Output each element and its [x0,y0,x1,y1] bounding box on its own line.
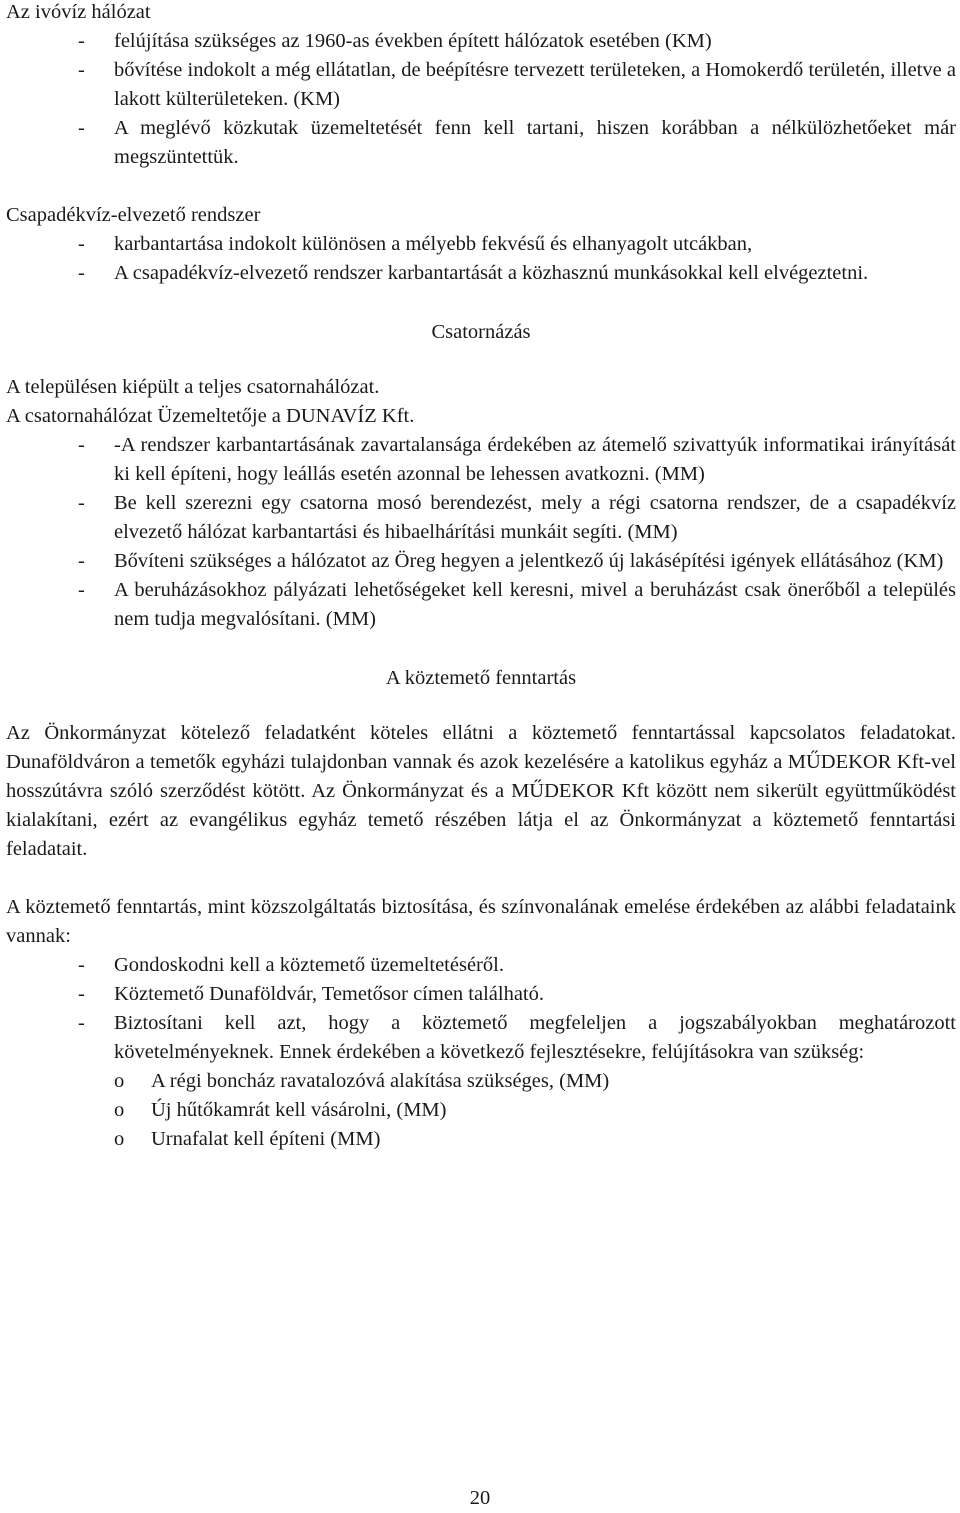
list-item: - felújítása szükséges az 1960-as években épített hálózatok esetében (KM) [6,27,956,56]
list-item: - Biztosítani kell azt, hogy a köztemető megfeleljen a jogszabályokban meghatározott követelményeknek. Ennek érdekében a következő fejlesztésekre, felújításokra van szükség: [6,1009,956,1067]
dash-bullet: - [78,434,85,456]
dash-bullet: - [78,954,85,976]
list-item: - Be kell szerezni egy csatorna mosó berendezést, mely a régi csatorna rendszer, de a csapadékvíz elvezető hálózat karbantartási és hibaelhárítási munkáit segíti. (MM) [6,489,956,547]
document-page [6,0,956,1154]
circle-bullet: o [114,1070,125,1092]
dash-bullet: - [78,117,85,139]
list-item: - A beruházásokhoz pályázati lehetőségeket kell keresni, mivel a beruházást csak önerőből a település nem tudja megvalósítani. (MM) [6,576,956,634]
section-heading-stormwater: Csapadékvíz-elvezető rendszer [6,204,261,226]
dash-bullet: - [78,233,85,255]
section-heading-cemetery: A köztemető fenntartás [385,667,577,689]
dash-bullet: - [78,30,85,52]
list-item: - bővítése indokolt a még ellátatlan, de beépítésre tervezett területeken, a Homokerdő területén, illetve a lakott külterületeken. (KM) [6,56,956,114]
circle-bullet: o [114,1128,125,1150]
list-item: - Köztemető Dunaföldvár, Temetősor címen található. [6,980,956,1009]
list-item: - karbantartása indokolt különösen a mélyebb fekvésű és elhanyagolt utcákban, [6,230,956,259]
circle-bullet: o [114,1099,125,1121]
sewer-list [6,431,956,634]
list-item: o Urnafalat kell építeni (MM) [6,1125,956,1154]
water-list [6,27,956,172]
section-heading-sewer: Csatornázás [431,321,531,343]
cemetery-list [6,951,956,1067]
cemetery-paragraph-1: Az Önkormányzat kötelező feladatként köteles ellátni a köztemető fenntartással kapcsolatos feladatokat. Dunaföldváron a temetők egyházi tulajdonban vannak és azok kezelésére a katolikus egyház a MŰDEKOR Kft-vel hosszútávra szóló szerződést kötött. Az Önkormányzat és a MŰDEKOR Kft között nem sikerült együttműködést kialakítani, ezért az evangélikus egyház temető részében látja el az Önkormányzat a köztemető fenntartási feladatait. [6,722,956,860]
list-item: - -A rendszer karbantartásának zavartalansága érdekében az átemelő szivattyúk informatikai irányítását ki kell építeni, hogy leállás esetén azonnal be lehessen avatkozni. (MM) [6,431,956,489]
section-heading-water: Az ivóvíz hálózat [6,1,151,23]
dash-bullet: - [78,59,85,81]
list-item: - Bővíteni szükséges a hálózatot az Öreg hegyen a jelentkező új lakásépítési igények ellátásához (KM) [6,547,956,576]
dash-bullet: - [78,550,85,572]
dash-bullet: - [78,579,85,601]
cemetery-sublist [6,1067,956,1154]
dash-bullet: - [78,1012,85,1034]
dash-bullet: - [78,983,85,1005]
list-item: o A régi boncház ravatalozóvá alakítása szükséges, (MM) [6,1067,956,1096]
dash-bullet: - [78,492,85,514]
list-item: - A meglévő közkutak üzemeltetését fenn kell tartani, hiszen korábban a nélkülözhetőeket már megszüntettük. [6,114,956,172]
page-number: 20 [469,1487,491,1509]
list-item: - Gondoskodni kell a köztemető üzemeltetéséről. [6,951,956,980]
cemetery-paragraph-2: A köztemető fenntartás, mint közszolgáltatás biztosítása, és színvonalának emelése érdekében az alábbi feladataink vannak: [6,896,956,947]
sewer-line-2: A csatornahálózat Üzemeltetője a DUNAVÍZ Kft. [6,405,415,427]
list-item: o Új hűtőkamrát kell vásárolni, (MM) [6,1096,956,1125]
sewer-line-1: A településen kiépült a teljes csatornahálózat. [6,376,380,398]
stormwater-list [6,230,956,288]
dash-bullet: - [78,262,85,284]
list-item: - A csapadékvíz-elvezető rendszer karbantartását a közhasznú munkásokkal kell elvégeztetni. [6,259,956,288]
